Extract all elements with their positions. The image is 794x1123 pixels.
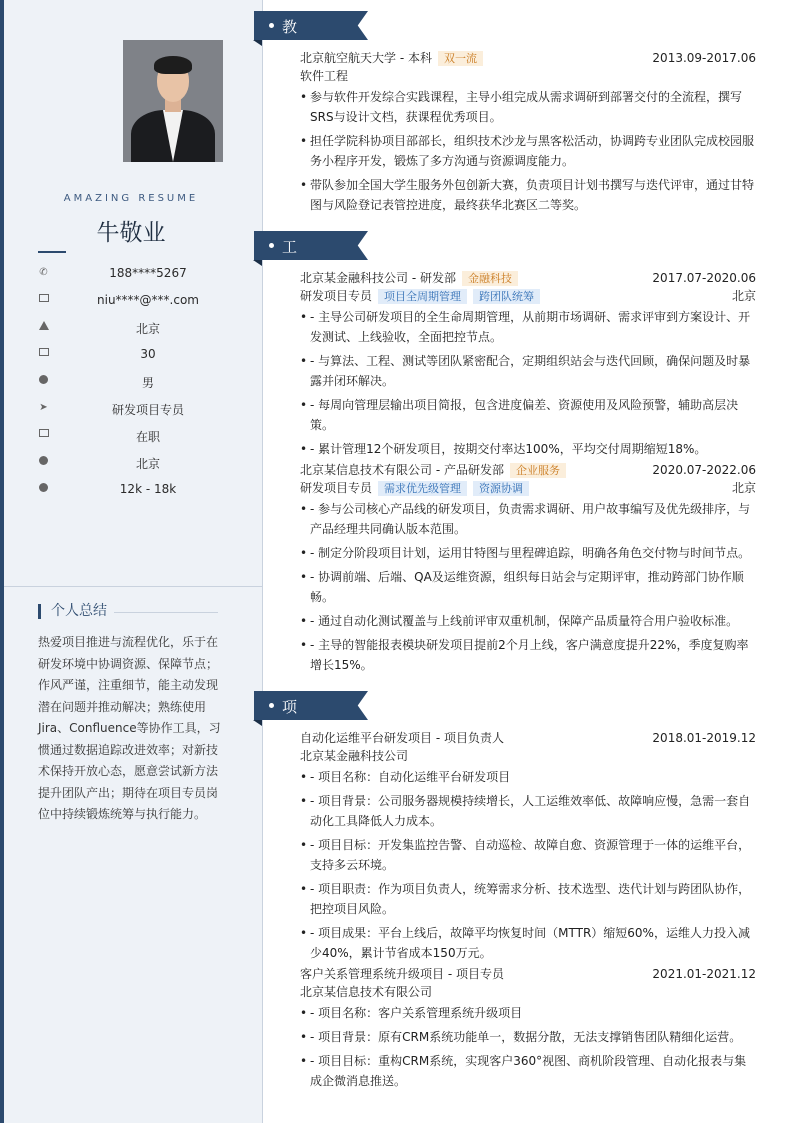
list-item: • - 制定分阶段项目计划，运用甘特图与里程碑追踪，明确各角色交付物与时间节点。	[300, 543, 756, 563]
info-salary: 12k - 18k	[38, 480, 238, 507]
location-icon	[38, 456, 49, 467]
list-item: • - 项目名称：客户关系管理系统升级项目	[300, 1003, 756, 1023]
info-age: 30	[38, 345, 238, 372]
project-date: 2018.01-2019.12	[652, 731, 756, 745]
education-date: 2013.09-2017.06	[652, 51, 756, 65]
home-icon	[38, 321, 49, 332]
list-item: • 参与软件开发综合实践课程，主导小组完成从需求调研到部署交付的全流程，撰写SRS与设计文档，获课程优秀项目。	[300, 87, 756, 127]
info-gender: 男	[38, 372, 238, 399]
list-item: • - 项目成果：平台上线后，故障平均恢复时间（MTTR）缩短60%，运维人力投入减少40%，累计节省成本150万元。	[300, 923, 756, 963]
section-title: 教育经历	[282, 18, 298, 99]
project-block-1	[300, 729, 756, 967]
section-title: 项目经历	[282, 698, 298, 779]
info-status: 在职	[38, 426, 238, 453]
list-item: • - 通过自动化测试覆盖与上线前评审双重机制，保障产品质量符合用户验收标准。	[300, 611, 756, 631]
list-item: • - 累计管理12个研发项目，按期交付率达100%，平均交付周期缩短18%。	[300, 439, 756, 459]
job-role: 研发项目专员	[300, 289, 373, 303]
job-date: 2020.07-2022.06	[652, 463, 756, 477]
info-phone: ✆ 188****5267	[39, 266, 187, 280]
skill-tag: 需求优先级管理	[378, 481, 467, 496]
project-name: 自动化运维平台研发项目 - 项目负责人	[300, 731, 504, 745]
project-block-2	[300, 965, 756, 1095]
send-icon: ➤	[39, 402, 48, 413]
job-city: 北京	[731, 289, 756, 303]
skill-tag: 跨团队统筹	[473, 289, 540, 304]
list-item: • - 主导公司研发项目的全生命周期管理，从前期市场调研、需求评审到方案设计、开发测试、上线验收，全面把控节点。	[300, 307, 756, 347]
sidebar	[0, 0, 263, 1123]
summary-rule	[114, 612, 218, 613]
money-icon	[38, 483, 49, 494]
education-block	[300, 49, 756, 219]
list-item: • - 项目目标：重构CRM系统，实现客户360°视图、商机阶段管理、自动化报表与集成企微消息推送。	[300, 1051, 756, 1091]
list-item: • - 与算法、工程、测试等团队紧密配合，定期组织站会与迭代回顾，确保问题及时暴露并闭环解决。	[300, 351, 756, 391]
list-item: • - 项目背景：公司服务器规模持续增长，人工运维效率低、故障响应慢，急需一套自动化工具降低人力成本。	[300, 791, 756, 831]
list-item: • - 协调前端、后端、QA及运维资源，组织每日站会与定期评审，推动跨部门协作顺畅。	[300, 567, 756, 607]
list-item: • - 项目名称：自动化运维平台研发项目	[300, 767, 756, 787]
main-content	[262, 0, 794, 1123]
cake-icon	[38, 348, 49, 359]
list-item: • - 主导的智能报表模块研发项目提前2个月上线，客户满意度提升22%，季度复购率增长15%。	[300, 635, 756, 675]
work-block-2	[300, 461, 756, 679]
sidebar-divider	[4, 586, 262, 587]
list-item: • - 项目职责：作为项目负责人，统筹需求分析、技术选型、迭代计划与跨团队协作，把控项目风险。	[300, 879, 756, 919]
info-position: ➤ 研发项目专员	[39, 402, 184, 417]
industry-tag: 企业服务	[510, 463, 566, 478]
project-org: 北京某信息技术有限公司	[300, 985, 433, 999]
avatar	[123, 40, 223, 162]
summary-title: 个人总结	[38, 604, 107, 619]
major: 软件工程	[300, 69, 349, 83]
school-name: 北京航空航天大学 - 本科	[300, 51, 432, 65]
name-underline	[38, 251, 66, 253]
mail-icon	[38, 294, 49, 305]
person-name: 牛敬业	[96, 220, 166, 246]
list-item: • - 每周向管理层输出项目简报，包含进度偏差、资源使用及风险预警，辅助高层决策。	[300, 395, 756, 435]
project-date: 2021.01-2021.12	[652, 967, 756, 981]
list-item: • - 项目目标：开发集监控告警、自动巡检、故障自愈、资源管理于一体的运维平台，支持多云环境。	[300, 835, 756, 875]
job-city: 北京	[731, 481, 756, 495]
section-title: 工作经历	[282, 238, 298, 319]
info-email: niu****@***.com	[38, 291, 238, 318]
sidebar-edge	[0, 0, 4, 1123]
gender-icon	[38, 375, 49, 386]
project-name: 客户关系管理系统升级项目 - 项目专员	[300, 967, 504, 981]
brand-text: AMAZING RESUME	[63, 193, 199, 204]
list-item: • 带队参加全国大学生服务外包创新大赛，负责项目计划书撰写与迭代评审，通过甘特图与风险登记表管控进度，最终获华北赛区二等奖。	[300, 175, 756, 215]
job-role: 研发项目专员	[300, 481, 373, 495]
info-home: 北京	[38, 318, 238, 345]
list-item: • - 参与公司核心产品线的研发项目，负责需求调研、用户故事编写及优先级排序，与产品经理共同确认版本范围。	[300, 499, 756, 539]
work-block-1	[300, 269, 756, 463]
job-date: 2017.07-2020.06	[652, 271, 756, 285]
skill-tag: 资源协调	[473, 481, 529, 496]
briefcase-icon	[38, 429, 49, 440]
phone-icon: ✆	[39, 267, 48, 278]
industry-tag: 金融科技	[462, 271, 518, 286]
skill-tag: 项目全周期管理	[378, 289, 467, 304]
project-org: 北京某金融科技公司	[300, 749, 409, 763]
company-name: 北京某金融科技公司 - 研发部	[300, 271, 456, 285]
info-location: 北京	[38, 453, 238, 480]
school-tag: 双一流	[438, 51, 483, 66]
contact-info	[38, 264, 238, 507]
list-item: • - 项目背景：原有CRM系统功能单一，数据分散，无法支撑销售团队精细化运营。	[300, 1027, 756, 1047]
summary-text: 热爱项目推进与流程优化，乐于在研发环境中协调资源、保障节点；作风严谨，注重细节，能主动发现潜在问题并推动解决；熟练使用Jira、Confluence等协作工具，习惯通过数据追踪改进效率；对新技术保持开放心态，愿意尝试新方法提升团队产出；期待在项目专员岗位中持续锻炼统筹与执行能力。	[38, 635, 221, 821]
list-item: • 担任学院科协项目部部长，组织技术沙龙与黑客松活动，协调跨专业团队完成校园服务小程序开发，锻炼了多方沟通与资源调度能力。	[300, 131, 756, 171]
company-name: 北京某信息技术有限公司 - 产品研发部	[300, 463, 504, 477]
